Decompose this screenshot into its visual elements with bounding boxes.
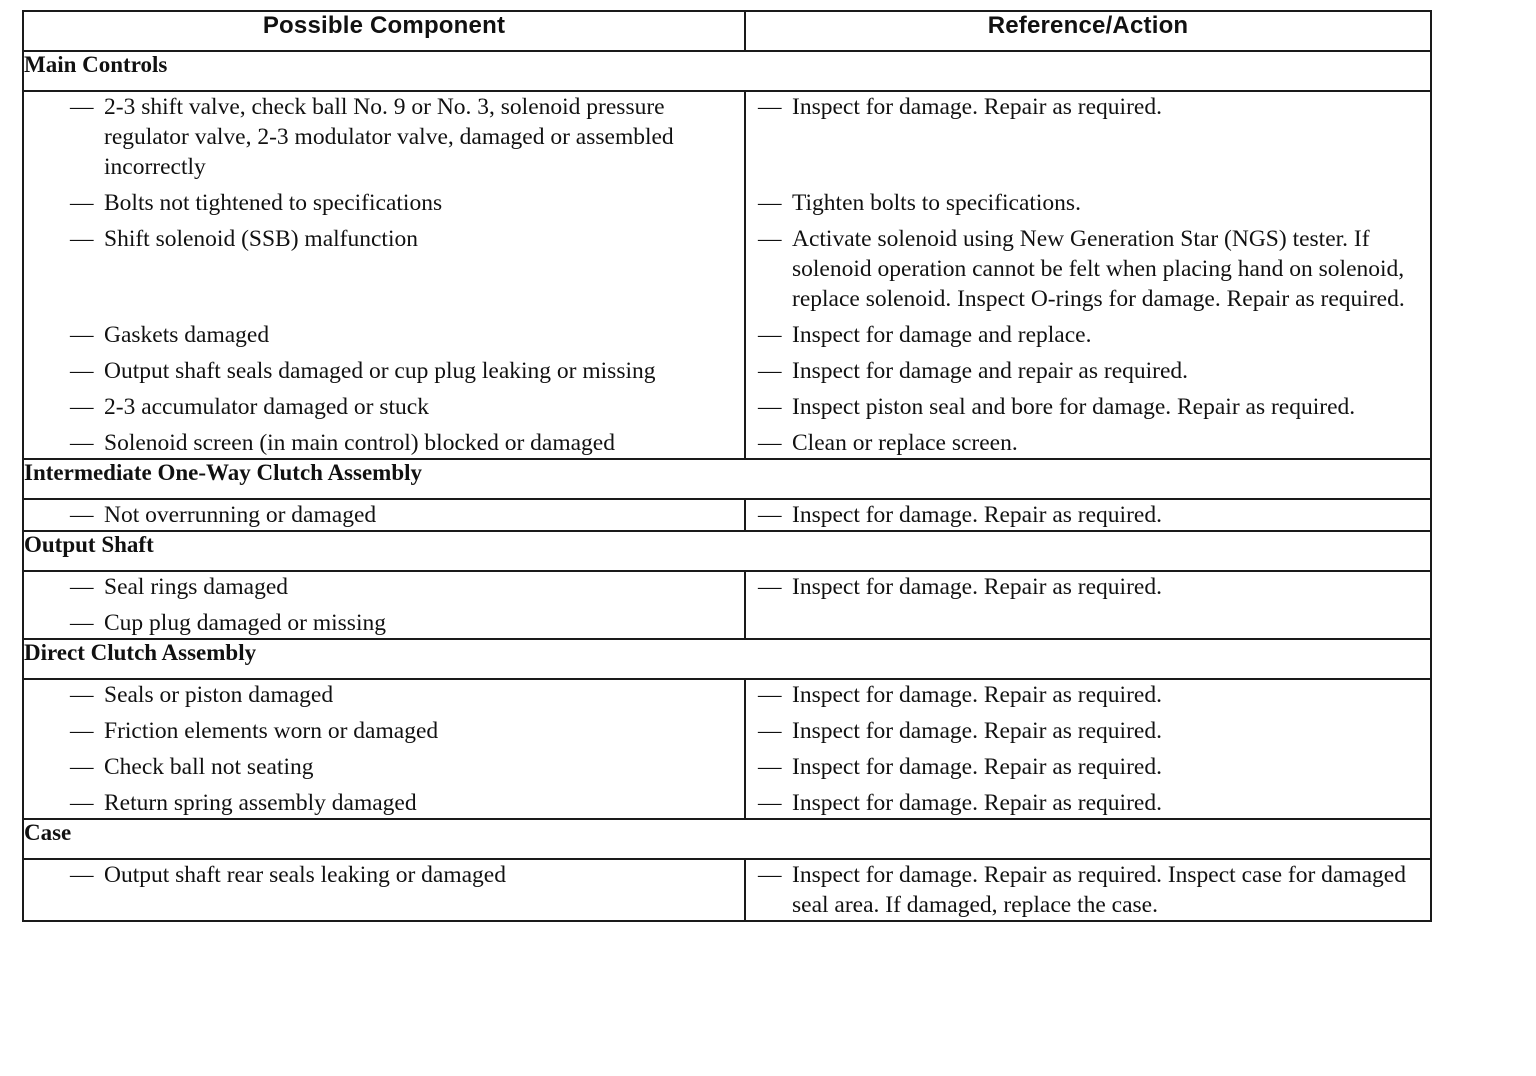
component-text: Check ball not seating [104, 754, 314, 780]
component-text: Friction elements worn or damaged [104, 718, 439, 744]
header-possible-component: Possible Component [23, 11, 745, 51]
section-row-intermediate-one-way-clutch-assembly [23, 459, 1431, 499]
section-items-row [23, 679, 1431, 819]
action-cell [745, 499, 1431, 531]
component-item [24, 356, 744, 386]
action-text: Activate solenoid using New Generation Star (NGS) tester. If solenoid operation cannot be felt when placing hand on solenoid, replace solenoid. Inspect O-rings for damage. Repair as required. [792, 226, 1405, 312]
dash-bullet: — [758, 394, 782, 420]
action-item [746, 224, 1430, 314]
dash-bullet: — [70, 682, 94, 708]
dash-bullet: — [758, 322, 782, 348]
component-item [24, 680, 744, 710]
component-text: Seals or piston damaged [104, 682, 334, 708]
section-title: Output Shaft [23, 531, 1431, 571]
component-cell [23, 859, 745, 921]
action-text: Inspect for damage. Repair as required. [792, 502, 1162, 528]
component-item [24, 860, 744, 920]
action-item [746, 92, 1430, 182]
dash-bullet: — [70, 754, 94, 780]
dash-bullet: — [758, 574, 782, 600]
dash-bullet: — [758, 226, 782, 252]
dash-bullet: — [70, 610, 94, 636]
dash-bullet: — [70, 226, 94, 252]
component-item [24, 188, 744, 218]
action-item [746, 356, 1430, 386]
component-item [24, 716, 744, 746]
action-text: Inspect for damage. Repair as required. [792, 754, 1162, 780]
action-text: Inspect for damage and repair as required. [792, 358, 1189, 384]
action-text: Inspect for damage. Repair as required. [792, 574, 1162, 600]
section-row-direct-clutch-assembly [23, 639, 1431, 679]
component-item [24, 224, 744, 314]
component-text: Output shaft rear seals leaking or damaged [104, 862, 506, 888]
action-item-empty [746, 608, 1430, 638]
action-item [746, 188, 1430, 218]
component-text: Solenoid screen (in main control) blocked or damaged [104, 430, 615, 456]
action-item [746, 500, 1430, 530]
section-row-main-controls [23, 51, 1431, 91]
dash-bullet: — [758, 682, 782, 708]
section-title: Case [23, 819, 1431, 859]
dash-bullet: — [70, 790, 94, 816]
action-cell [745, 679, 1431, 819]
component-text: Bolts not tightened to specifications [104, 190, 443, 216]
dash-bullet: — [758, 790, 782, 816]
section-title: Intermediate One-Way Clutch Assembly [23, 459, 1431, 499]
dash-bullet: — [70, 190, 94, 216]
action-text: Inspect for damage. Repair as required. Inspect case for damaged seal area. If damaged, replace the case. [792, 862, 1406, 918]
action-text: Inspect for damage. Repair as required. [792, 94, 1162, 120]
section-items-row [23, 571, 1431, 639]
component-text: Seal rings damaged [104, 574, 289, 600]
section-title: Direct Clutch Assembly [23, 639, 1431, 679]
action-item [746, 572, 1430, 602]
dash-bullet: — [758, 430, 782, 456]
action-text: Inspect for damage. Repair as required. [792, 718, 1162, 744]
component-text: Shift solenoid (SSB) malfunction [104, 226, 418, 252]
component-text: Output shaft seals damaged or cup plug leaking or missing [104, 358, 656, 384]
action-item [746, 860, 1430, 920]
dash-bullet: — [70, 94, 94, 120]
action-item [746, 788, 1430, 818]
dash-bullet: — [70, 502, 94, 528]
dash-bullet: — [70, 322, 94, 348]
dash-bullet: — [70, 394, 94, 420]
table-body [23, 51, 1431, 921]
component-item [24, 752, 744, 782]
component-text: Gaskets damaged [104, 322, 270, 348]
action-item [746, 752, 1430, 782]
dash-bullet: — [758, 502, 782, 528]
section-row-output-shaft [23, 531, 1431, 571]
action-item [746, 320, 1430, 350]
section-items-row [23, 859, 1431, 921]
dash-bullet: — [758, 358, 782, 384]
dash-bullet: — [758, 190, 782, 216]
header-reference-action: Reference/Action [745, 11, 1431, 51]
component-item [24, 320, 744, 350]
component-text: Cup plug damaged or missing [104, 610, 386, 636]
dash-bullet: — [758, 862, 782, 888]
component-text: Not overrunning or damaged [104, 502, 377, 528]
component-item [24, 608, 744, 638]
action-text: Inspect for damage and replace. [792, 322, 1092, 348]
component-item [24, 500, 744, 530]
action-cell [745, 91, 1431, 459]
action-text: Inspect for damage. Repair as required. [792, 682, 1162, 708]
component-cell [23, 91, 745, 459]
dash-bullet: — [70, 358, 94, 384]
action-text: Tighten bolts to specifications. [792, 190, 1081, 216]
component-text: Return spring assembly damaged [104, 790, 417, 816]
section-row-case [23, 819, 1431, 859]
component-text: 2-3 shift valve, check ball No. 9 or No. 3, solenoid pressure regulator valve, 2-3 modulator valve, damaged or assembled incorrectly [104, 94, 674, 180]
action-text: Inspect piston seal and bore for damage. Repair as required. [792, 394, 1356, 420]
action-item [746, 716, 1430, 746]
dash-bullet: — [758, 94, 782, 120]
dash-bullet: — [70, 430, 94, 456]
component-cell [23, 571, 745, 639]
section-items-row [23, 91, 1431, 459]
component-item [24, 392, 744, 422]
action-text: Inspect for damage. Repair as required. [792, 790, 1162, 816]
diagnosis-table [22, 10, 1432, 922]
dash-bullet: — [70, 574, 94, 600]
dash-bullet: — [758, 754, 782, 780]
component-item [24, 92, 744, 182]
action-item [746, 392, 1430, 422]
action-text: Clean or replace screen. [792, 430, 1018, 456]
component-cell [23, 499, 745, 531]
action-item [746, 680, 1430, 710]
action-item [746, 428, 1430, 458]
component-item [24, 428, 744, 458]
component-cell [23, 679, 745, 819]
action-cell [745, 571, 1431, 639]
header-row [23, 11, 1431, 51]
component-item [24, 572, 744, 602]
dash-bullet: — [70, 862, 94, 888]
section-title: Main Controls [23, 51, 1431, 91]
dash-bullet: — [70, 718, 94, 744]
section-items-row [23, 499, 1431, 531]
dash-bullet: — [758, 718, 782, 744]
action-cell [745, 859, 1431, 921]
component-item [24, 788, 744, 818]
component-text: 2-3 accumulator damaged or stuck [104, 394, 429, 420]
